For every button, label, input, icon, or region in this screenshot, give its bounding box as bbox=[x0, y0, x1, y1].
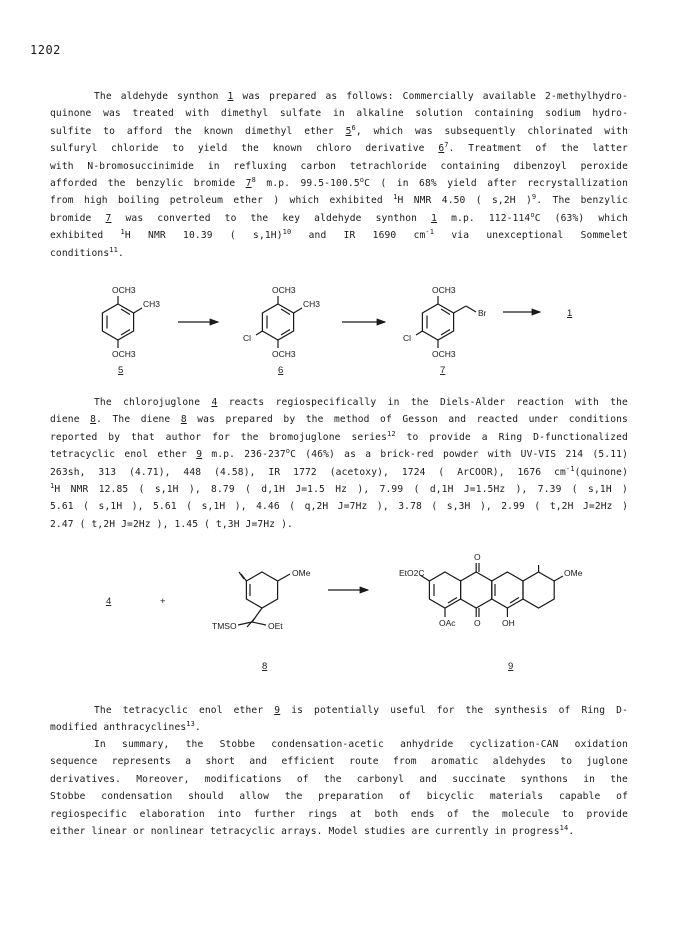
text-line: regiospecific elaboration into further rings at both ends of the molecule to provide bbox=[50, 808, 628, 820]
compound-label-9: 9 bbox=[508, 661, 514, 672]
ch3-label: CH3 bbox=[143, 299, 161, 309]
text-line: sulfite to afford the known dimethyl ether $5^6$, which was subsequently chlorinated with bbox=[50, 123, 628, 137]
text-line: exhibited $^1$H NMR 10.39 ( s,1H)$^{10}$ and IR 1690 $cm^{-1}$ via unexceptional Sommelet bbox=[50, 228, 629, 242]
oh-label: OH bbox=[502, 618, 515, 628]
och3-label: OCH3 bbox=[272, 349, 296, 359]
och3-label: OCH3 bbox=[432, 349, 456, 359]
oac-label: OAc bbox=[439, 618, 456, 628]
text-line: quinone was treated with dimethyl sulfate in alkaline solution containing sodium hydro- bbox=[50, 108, 628, 120]
compound-6-structure bbox=[243, 285, 320, 359]
cl-label: Cl bbox=[243, 333, 252, 343]
text-line: The chlorojuglone 4 reacts regiospecifically in the Diels-Alder reaction with the bbox=[94, 397, 628, 408]
paragraph-tetracyclic bbox=[50, 702, 628, 737]
text-line: reported by that author for the bromojuglone series$^{12}$ to provide a Ring D-functionalized bbox=[50, 429, 628, 443]
paragraph-summary bbox=[50, 736, 628, 840]
tmso-label: TMSO bbox=[212, 621, 237, 631]
compound-label-4: 4 bbox=[106, 596, 112, 607]
ch3-label: CH3 bbox=[303, 299, 321, 309]
och3-label: OCH3 bbox=[112, 285, 136, 295]
text-line: The tetracyclic enol ether 9 is potentially useful for the synthesis of Ring D- bbox=[94, 705, 628, 716]
eto2c-label: EtO2C bbox=[399, 568, 425, 578]
text-line: 2.47 ( t,2H J=2Hz ), 1.45 ( t,3H J=7Hz ). bbox=[50, 518, 293, 530]
page-number: 1202 bbox=[30, 43, 61, 57]
oxygen-label: O bbox=[474, 618, 481, 628]
text-line: from high boiling petroleum ether ) which exhibited $^1$H NMR 4.50 ( s,2H )$^9$. The benzylic bbox=[50, 193, 628, 207]
compound-9-structure bbox=[399, 552, 583, 628]
text-line: 263sh, 313 (4.71), 448 (4.58), IR 1772 (acetoxy), 1724 ( ArCOOR), 1676 $cm^{-1}(quinone)$ bbox=[50, 464, 628, 478]
paragraph-diels-alder bbox=[50, 394, 628, 533]
compound-5-structure bbox=[102, 285, 160, 359]
compound-label-6: 6 bbox=[278, 365, 284, 376]
text-line: modified anthracyclines$^{13}$. bbox=[50, 720, 201, 734]
text-line: sulfuryl chloride to yield the known chloro derivative $6^7$. Treatment of the latter bbox=[50, 141, 628, 155]
och3-label: OCH3 bbox=[272, 285, 296, 295]
plus-sign: + bbox=[160, 596, 166, 607]
ome-label: OMe bbox=[564, 568, 583, 578]
compound-label-5: 5 bbox=[118, 365, 124, 376]
text-line: sequence represents a short and efficient route from aromatic aldehydes to juglone bbox=[50, 756, 628, 768]
compound-label-1: 1 bbox=[567, 308, 573, 319]
diene-8-structure bbox=[212, 568, 311, 631]
oxygen-label: O bbox=[474, 552, 481, 562]
och3-label: OCH3 bbox=[112, 349, 136, 359]
text-line: derivatives. Moreover, modifications of the carbonyl and succinate synthons in the bbox=[50, 773, 628, 785]
text-line: with N-bromosuccinimide in refluxing carbon tetrachloride containing dibenzoyl peroxide bbox=[50, 160, 628, 172]
text-line: diene 8. The diene 8 was prepared by the method of Gesson and reacted under conditions bbox=[50, 414, 628, 426]
br-label: Br bbox=[478, 308, 487, 318]
och3-label: OCH3 bbox=[432, 285, 456, 295]
text-line: either linear or nonlinear tetracyclic arrays. Model studies are currently in progress$^{14}$. bbox=[50, 824, 575, 838]
text-line: bromide 7 was converted to the key aldehyde synthon 1 m.p. 112-114$^o$C (63%) which bbox=[50, 211, 628, 224]
scheme-2-diels-alder bbox=[0, 546, 680, 676]
cl-label: Cl bbox=[403, 333, 412, 343]
text-line: conditions$^{11}$. bbox=[50, 245, 124, 259]
scheme-1-synthesis bbox=[0, 276, 680, 386]
text-line: 5.61 ( s,1H ), 5.61 ( s,1H ), 4.46 ( q,2H J=7Hz ), 3.78 ( s,3H ), 2.99 ( t,2H J=2Hz ) bbox=[50, 501, 628, 513]
text-line: tetracyclic enol ether 9 m.p. 236-237$^o$C (46%) as a brick-red powder with UV-VIS 214 (5.11) bbox=[50, 447, 628, 461]
compound-label-8: 8 bbox=[262, 661, 268, 672]
text-line: Stobbe condensation should allow the preparation of bicyclic materials capable of bbox=[50, 791, 628, 803]
paragraph-aldehyde-synthon bbox=[50, 88, 628, 262]
text-line: afforded the benzylic bromide $7^8$ m.p. 99.5-100.5$^o$C ( in 68% yield after recrystallization bbox=[50, 176, 628, 190]
text-line: The aldehyde synthon 1 was prepared as follows: Commercially available 2-methylhydro- bbox=[94, 91, 628, 102]
compound-label-7: 7 bbox=[440, 365, 446, 376]
ome-label: OMe bbox=[292, 568, 311, 578]
text-line: $^1$H NMR 12.85 ( s,1H ), 8.79 ( d,1H J=1.5 Hz ), 7.99 ( d,1H J=1.5Hz ), 7.39 ( s,1H ) bbox=[50, 482, 628, 496]
oet-label: OEt bbox=[268, 621, 283, 631]
text-line: In summary, the Stobbe condensation-acetic anhydride cyclization-CAN oxidation bbox=[94, 739, 628, 750]
compound-7-structure bbox=[403, 285, 487, 359]
